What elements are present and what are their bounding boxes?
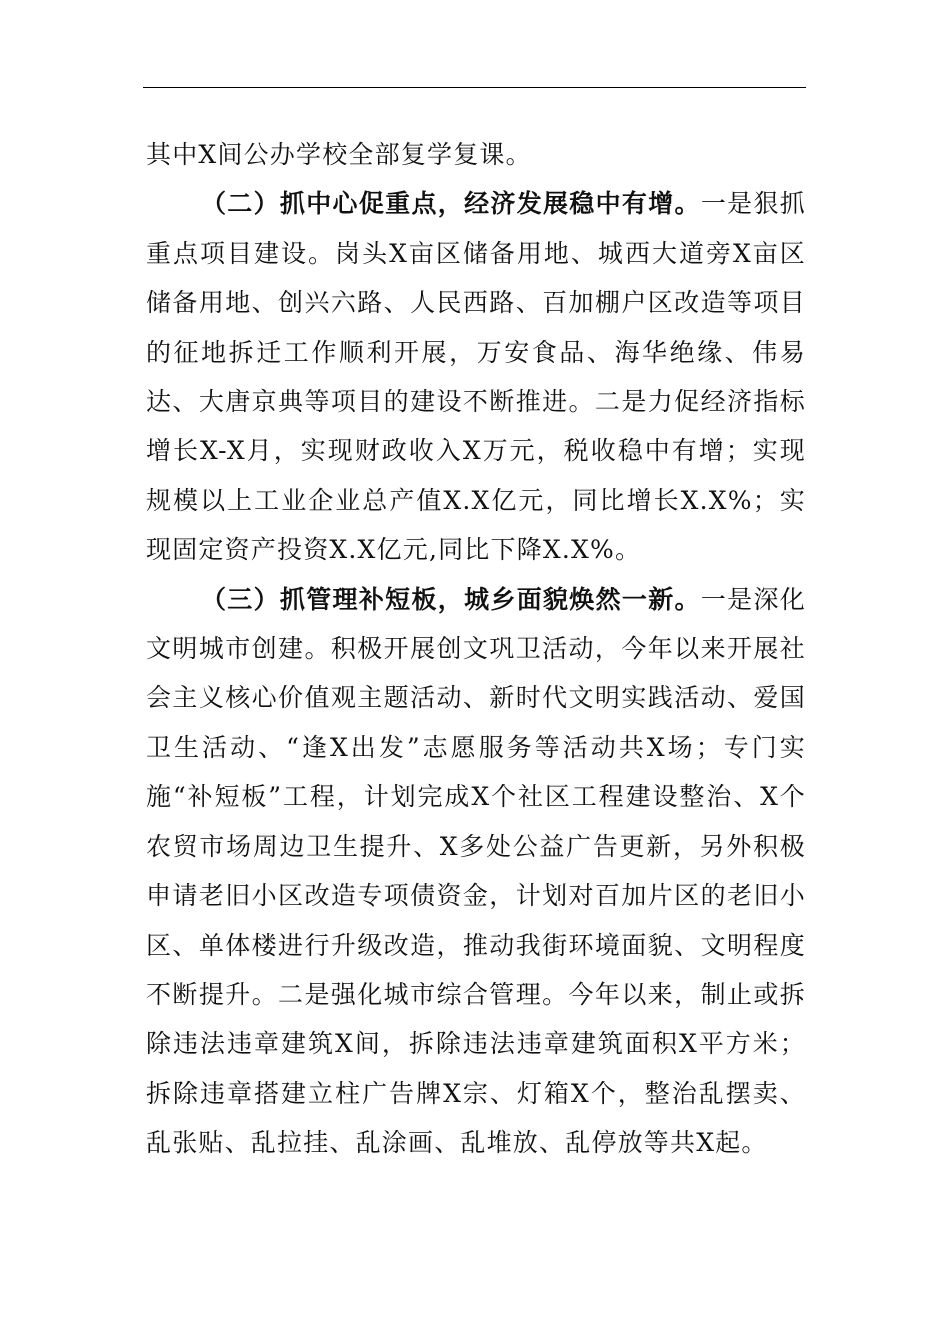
paragraph-text: 一是深化文明城市创建。积极开展创文巩卫活动，今年以来开展社会主义核心价值观主题活动、新时代文明实践活动、爱国卫生活动、“逢X出发”志愿服务等活动共X场；专门实施“补短板”工程，计划完成X个社区工程建设整治、X个农贸市场周边卫生提升、X多处公益广告更新，另外积极申请老旧小区改造专项债资金，计划对百加片区的老旧小区、单体楼进行升级改造，推动我街环境面貌、文明程度不断提升。二是强化城市综合管理。今年以来，制止或拆除违法违章建筑X间，拆除违法违章建筑面积X平方米；拆除违章搭建立柱广告牌X宗、灯箱X个，整治乱摆卖、乱张贴、乱拉挂、乱涂画、乱堆放、乱停放等共X起。 bbox=[146, 584, 806, 1158]
paragraph-heading: （二）抓中心促重点，经济发展稳中有增。 bbox=[201, 189, 701, 219]
document-body bbox=[146, 130, 806, 1168]
paragraph-heading: （三）抓管理补短板，城乡面貌焕然一新。 bbox=[201, 584, 701, 614]
paragraph-continuation bbox=[146, 130, 806, 179]
paragraph-text: 一是狠抓重点项目建设。岗头X亩区储备用地、城西大道旁X亩区储备用地、创兴六路、人民西路、百加棚户区改造等项目的征地拆迁工作顺利开展，万安食品、海华绝缘、伟易达、大唐京典等项目的建设不断推进。二是力促经济指标增长X-X月，实现财政收入X万元，税收稳中有增；实现规模以上工业企业总产值X.X亿元，同比增长X.X%；实现固定资产投资X.X亿元,同比下降X.X%。 bbox=[146, 189, 806, 565]
paragraph-text: 其中X间公办学校全部复学复课。 bbox=[146, 140, 532, 169]
header-rule bbox=[143, 87, 806, 88]
paragraph-urban-management bbox=[146, 575, 806, 1168]
paragraph-economy bbox=[146, 179, 806, 574]
